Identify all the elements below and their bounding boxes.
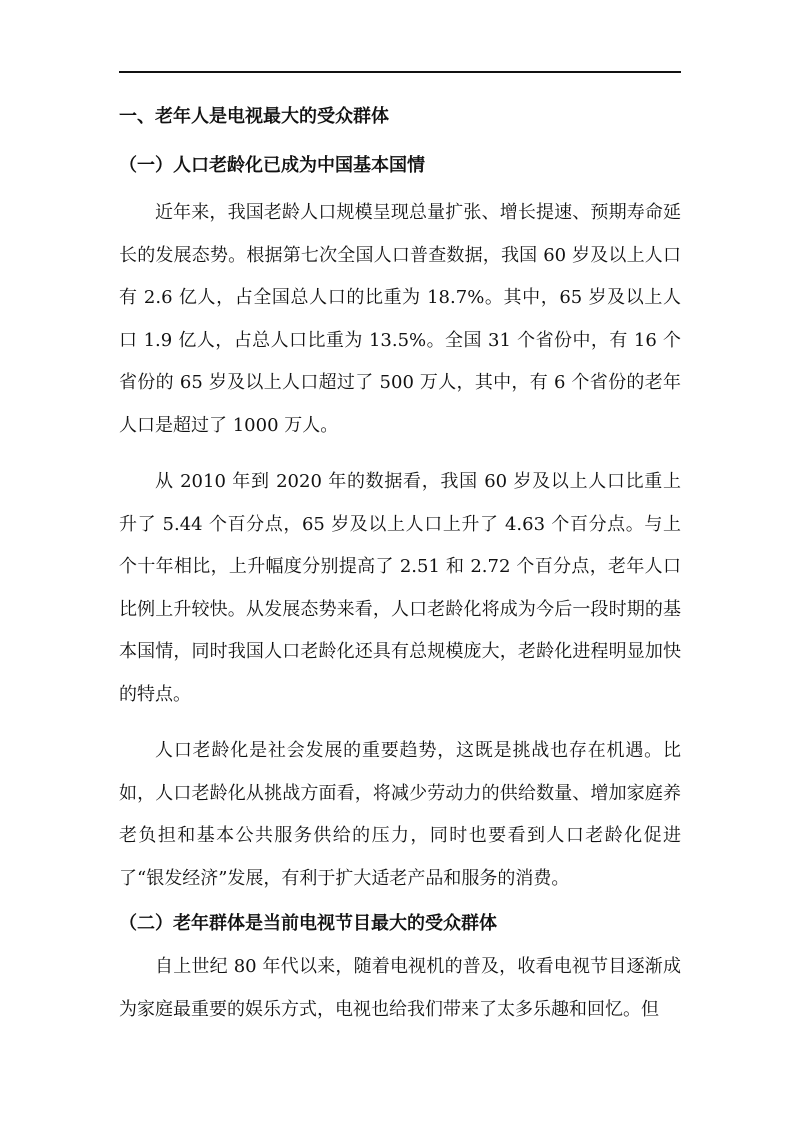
chapter-heading: 一、老年人是电视最大的受众群体	[119, 106, 389, 127]
section-2-heading: （二）老年群体是当前电视节目最大的受众群体	[119, 913, 497, 934]
document-page	[119, 96, 681, 1031]
section-1-heading: （一）人口老龄化已成为中国基本国情	[119, 155, 425, 176]
section-1-paragraph-3: 人口老龄化是社会发展的重要趋势，这既是挑战也存在机遇。比如，人口老龄化从挑战方面看，将减少劳动力的供给数量、增加家庭养老负担和基本公共服务供给的压力，同时也要看到人口老龄化促进了“银发经济”发展，有利于扩大适老产品和服务的消费。	[119, 740, 681, 889]
section-1-paragraph-1: 近年来，我国老龄人口规模呈现总量扩张、增长提速、预期寿命延长的发展态势。根据第七次全国人口普查数据，我国 60 岁及以上人口有 2.6 亿人，占全国总人口的比重为 18.7%。其中，65 岁及以上人口 1.9 亿人，占总人口比重为 13.5%。全国 31 个省份中，有 16 个省份的 65 岁及以上人口超过了 500 万人，其中，有 6 个省份的老年人口是超过了 1000 万人。	[119, 202, 681, 436]
section-2-paragraph-1: 自上世纪 80 年代以来，随着电视机的普及，收看电视节目逐渐成为家庭最重要的娱乐方式，电视也给我们带来了太多乐趣和回忆。但	[119, 956, 681, 1020]
section-1-paragraph-2: 从 2010 年到 2020 年的数据看，我国 60 岁及以上人口比重上升了 5.44 个百分点，65 岁及以上人口上升了 4.63 个百分点。与上个十年相比，上升幅度分别提高了 2.51 和 2.72 个百分点，老年人口比例上升较快。从发展态势来看，人口老龄化将成为今后一段时期的基本国情，同时我国人口老龄化还具有总规模庞大，老龄化进程明显加快的特点。	[119, 471, 681, 705]
header-rule	[119, 71, 681, 73]
